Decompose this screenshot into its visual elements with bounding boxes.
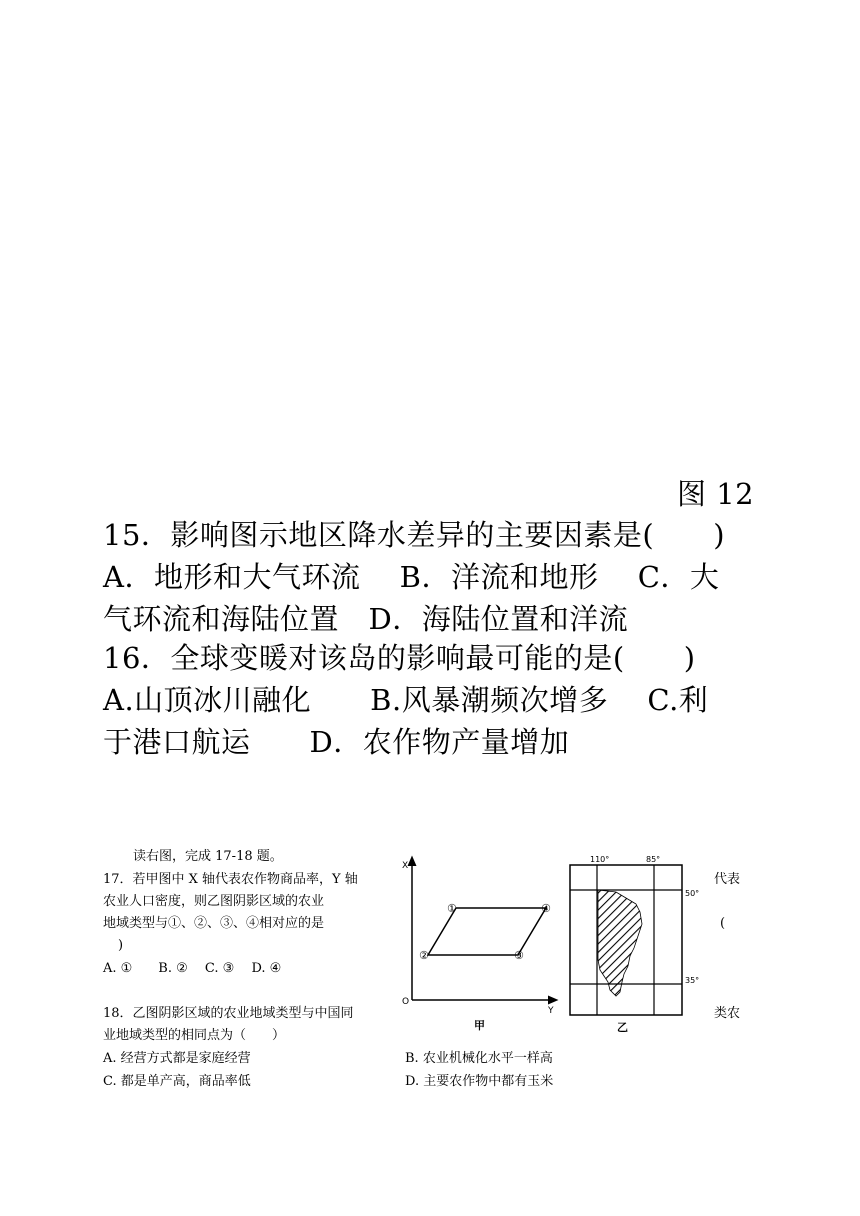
q18-line1-right: 类农 xyxy=(714,1006,741,1021)
q16-stem: 16．全球变暖对该岛的影响最可能的是( ) xyxy=(103,641,696,675)
caption-yi: 乙 xyxy=(617,1021,628,1034)
diagram-jia xyxy=(398,852,566,1032)
q18-option-c: C. 都是单产高，商品率低 xyxy=(103,1074,251,1089)
origin-label: O xyxy=(402,997,410,1007)
lat-label-35: 35° xyxy=(685,976,700,985)
point-1: ① xyxy=(447,902,457,915)
q15-options-line1: A．地形和大气环流 B．洋流和地形 C．大 xyxy=(103,560,720,594)
q17-line1-right: 代表 xyxy=(714,872,741,887)
shaded-region xyxy=(598,890,642,996)
q17-line3: 地域类型与①、②、③、④相对应的是 xyxy=(103,916,325,931)
lon-label-85: 85° xyxy=(646,855,661,864)
q18-line2: 业地域类型的相同点为（ ） xyxy=(103,1028,286,1043)
q15-stem: 15．影响图示地区降水差异的主要因素是( ) xyxy=(103,518,726,552)
q17-line3-right: ( xyxy=(720,916,726,931)
point-3: ③ xyxy=(514,949,524,962)
parallelogram xyxy=(428,908,546,955)
q17-line4: ) xyxy=(118,938,124,953)
q16-options-line2: 于港口航运 D．农作物产量增加 xyxy=(103,725,570,759)
point-4: ④ xyxy=(541,902,551,915)
y-axis-label: Y xyxy=(548,1006,554,1016)
q17-options: A. ① B. ② C. ③ D. ④ xyxy=(103,961,282,976)
intro-text: 读右图，完成 17-18 题。 xyxy=(133,849,283,864)
lat-label-50: 50° xyxy=(685,889,700,898)
caption-jia: 甲 xyxy=(474,1019,485,1032)
q18-option-d: D. 主要农作物中都有玉米 xyxy=(405,1074,554,1089)
q17-line2: 农业人口密度，则乙图阴影区域的农业 xyxy=(103,894,325,909)
x-axis-label: X xyxy=(402,861,409,871)
q15-options-line2: 气环流和海陆位置 D．海陆位置和洋流 xyxy=(103,602,629,636)
lon-label-110: 110° xyxy=(590,855,610,864)
figure-label: 图 12 xyxy=(677,477,755,511)
q16-options-line1: A.山顶冰川融化 B.风暴潮频次增多 C.利 xyxy=(103,683,709,717)
q18-option-a: A. 经营方式都是家庭经营 xyxy=(103,1051,251,1066)
q18-option-b: B. 农业机械化水平一样高 xyxy=(405,1051,553,1066)
q18-line1: 18．乙图阴影区域的农业地域类型与中国同 xyxy=(103,1006,354,1021)
q17-line1: 17．若甲图中 X 轴代表农作物商品率，Y 轴 xyxy=(103,872,358,887)
point-2: ② xyxy=(419,949,429,962)
diagram-yi xyxy=(562,852,702,1034)
